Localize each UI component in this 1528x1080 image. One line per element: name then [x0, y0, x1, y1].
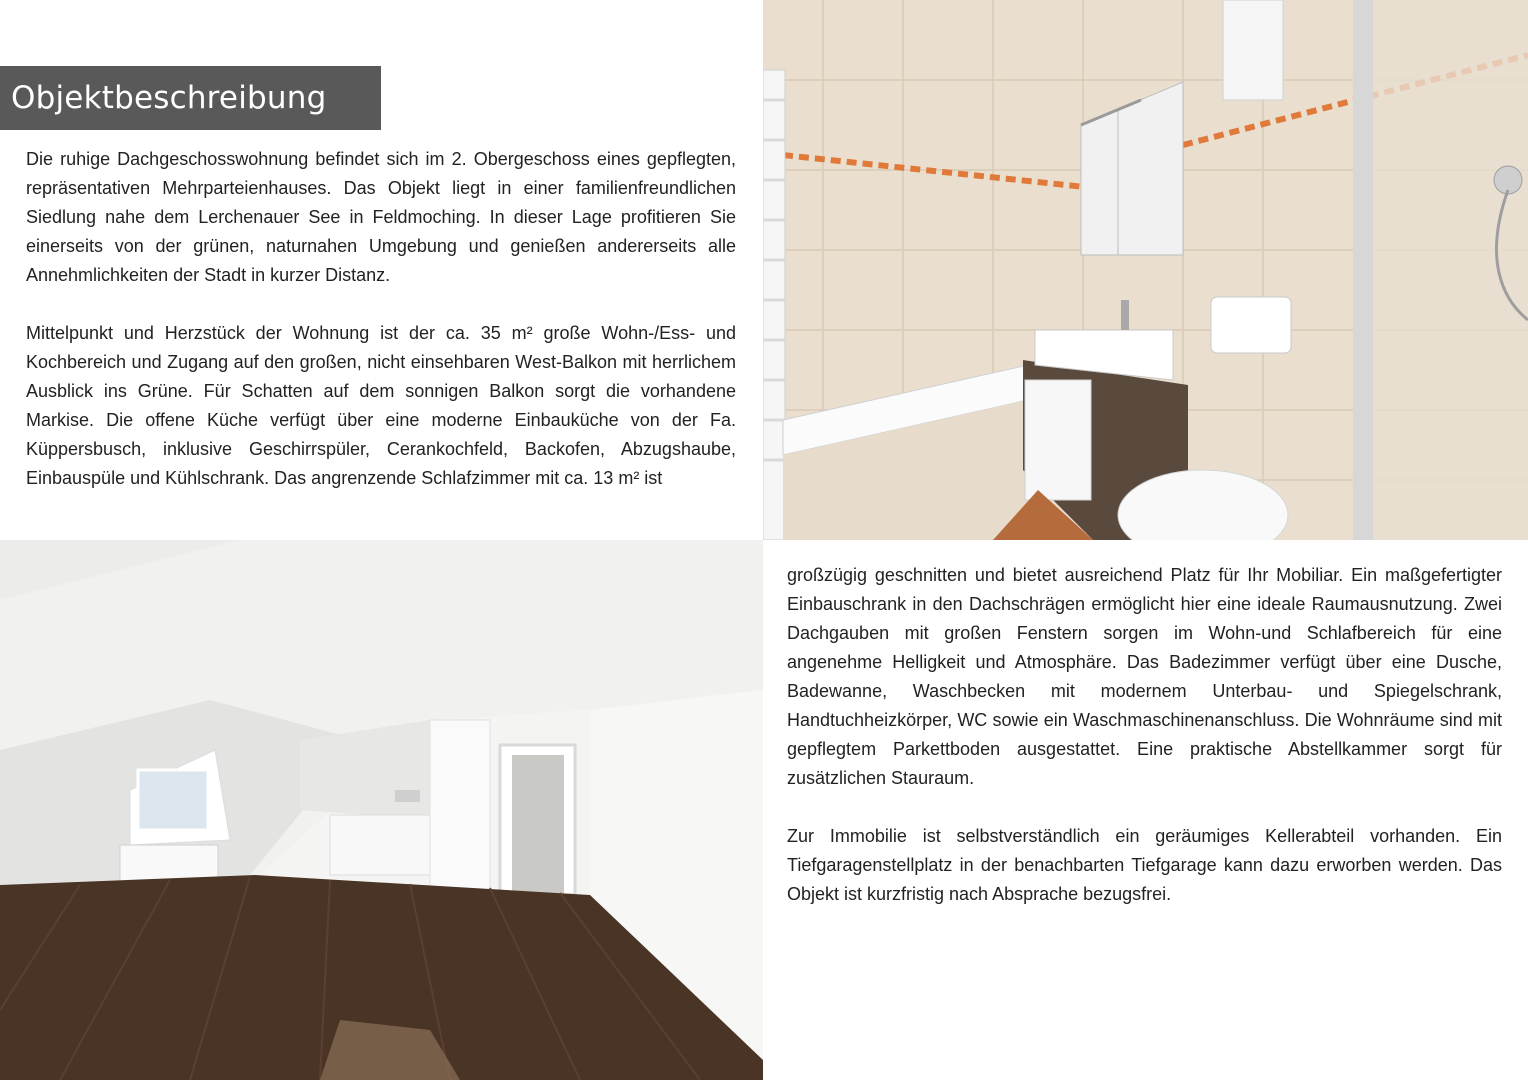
paragraph-extras: Zur Immobilie ist selbstverständlich ein geräumiges Kellerabteil vorhanden. Ein Tiefgaragenstellplatz in der benachbarten Tiefgarage kann dazu erworben werden. Das Objekt ist kurzfristig nach Absprache bezugsfrei.: [787, 826, 1502, 904]
description-top: [26, 145, 736, 493]
section-header: [0, 66, 381, 130]
paragraph-location: Die ruhige Dachgeschosswohnung befindet sich im 2. Obergeschoss eines gepflegten, repräsentativen Mehrparteienhauses. Das Objekt liegt in einer familienfreundlichen Siedlung nahe dem Lerchenauer See in Feldmoching. In dieser Lage profitieren Sie einerseits von der grünen, naturnahen Umgebung und genießen andererseits alle Annehmlichkeiten der Stadt in kurzer Distanz.: [26, 149, 736, 285]
description-bottom: [787, 561, 1502, 909]
bathroom-photo: [763, 0, 1528, 540]
paragraph-living-area: Mittelpunkt und Herzstück der Wohnung ist der ca. 35 m² große Wohn-/Ess- und Kochbereich und Zugang auf den großen, nicht einsehbaren West-Balkon mit herrlichem Ausblick ins Grüne. Für Schatten auf dem sonnigen Balkon sorgt die vorhandene Markise. Die offene Küche verfügt über eine moderne Einbauküche von der Fa. Küppersbusch, inklusive Geschirrspüler, Cerankochfeld, Backofen, Abzugshaube, Einbauspüle und Kühlschrank. Das angrenzende Schlafzimmer mit ca. 13 m² ist: [26, 323, 736, 488]
section-title: Objektbeschreibung: [11, 80, 327, 116]
living-room-photo: [0, 540, 763, 1080]
paragraph-rooms: großzügig geschnitten und bietet ausreichend Platz für Ihr Mobiliar. Ein maßgefertigter Einbauschrank in den Dachschrägen ermöglicht hier eine ideale Raumausnutzung. Zwei Dachgauben mit großen Fenstern sorgen im Wohn-und Schlafbereich für eine angenehme Helligkeit und Atmosphäre. Das Badezimmer verfügt über eine Dusche, Badewanne, Waschbecken mit modernem Unterbau- und Spiegelschrank, Handtuchheizkörper, WC sowie ein Waschmaschinenanschluss. Die Wohnräume sind mit gepflegtem Parkettboden ausgestattet. Eine praktische Abstellkammer sorgt für zusätzlichen Stauraum.: [787, 565, 1502, 788]
